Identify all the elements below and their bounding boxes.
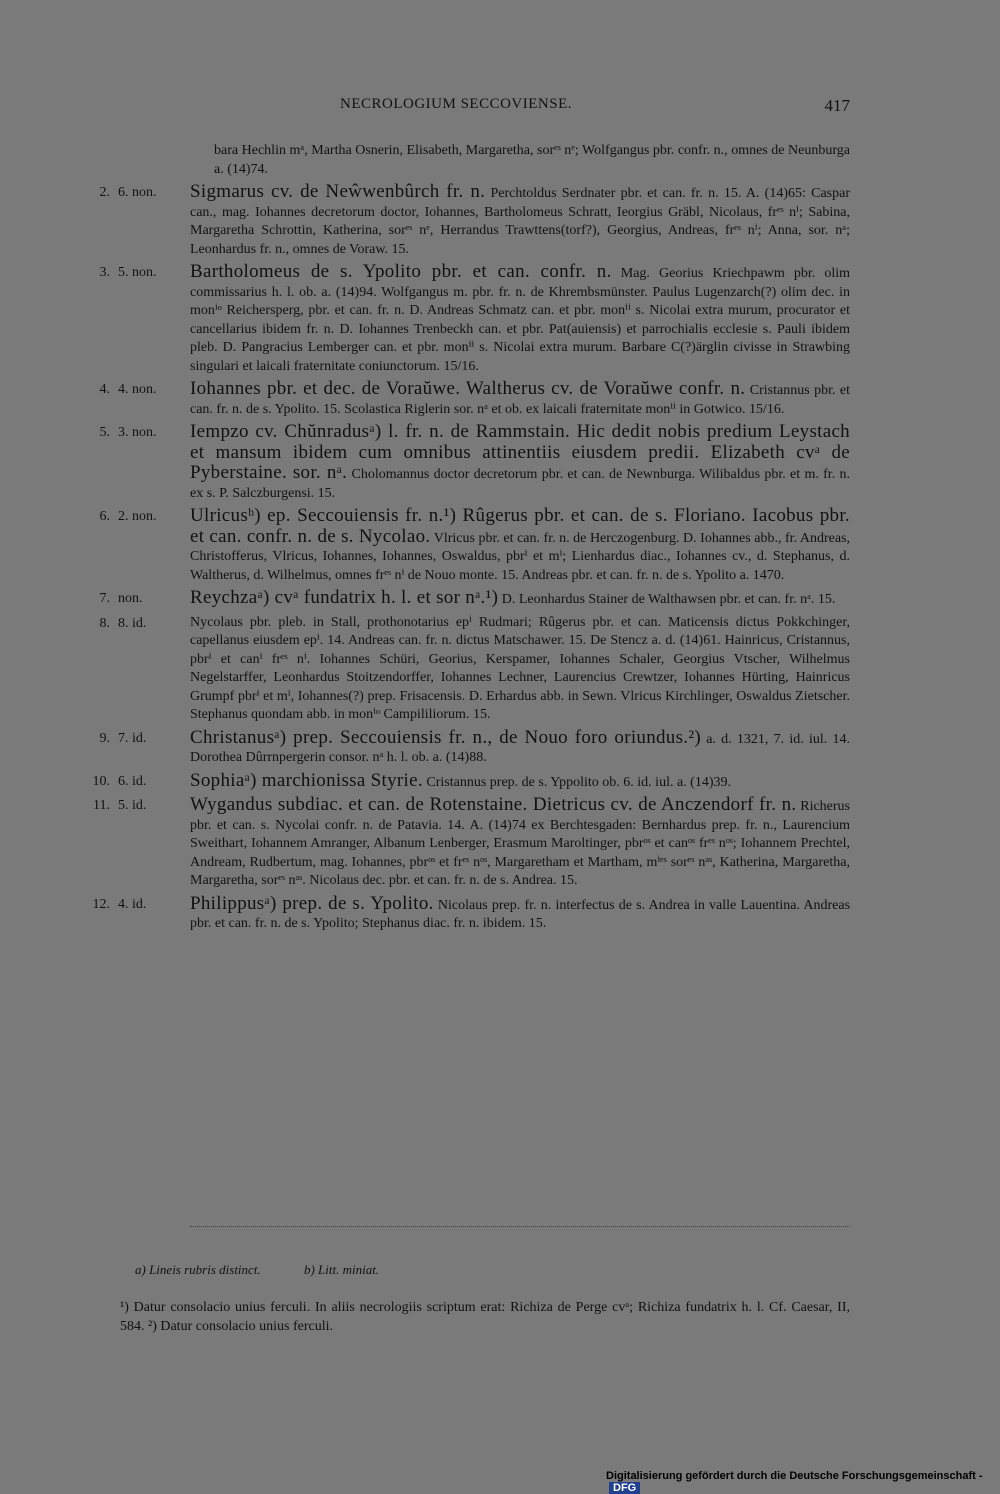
entry-date: 4. non. bbox=[118, 382, 157, 397]
footnotes-letter bbox=[135, 1262, 419, 1278]
footnote-b: b) Litt. miniat. bbox=[303, 1262, 380, 1277]
entry bbox=[0, 614, 1000, 725]
entry bbox=[0, 142, 1000, 179]
entry-number: 9. bbox=[99, 730, 110, 746]
entry bbox=[0, 892, 1000, 934]
entry bbox=[0, 589, 1000, 610]
entry-text: Perchtoldus Serdnater pbr. et can. fr. n. 15. A. (14)65: Caspar can., mag. Iohannes decretorum doctor, Iohannes, Bartholomeus Schratt, Ieorgius Gräbl, Nicolaus, frᵉˢ nⁱ; Sabina, Margaretha Schrottin, Katherina, sorᵉˢ nᵉ, Herrandus Trawttens(torf?), Georgius, Andreas, frᵉˢ nⁱ; Anna, sor. nᵃ; Leonhardus fr. n., omnes de Voraw. 15. bbox=[190, 186, 850, 257]
entry-date: 5. id. bbox=[118, 798, 147, 813]
entry-text: Richerus pbr. et can. s. Nycolai confr. n. de Patavia. 14. A. (14)74 ex Berchtesgaden: Bernhardus prep. fr. n., Laurencium Sweithart, Iohannem Amranger, Albanum Lenberger, Erasmum Maroltinger, pbrᵒˢ et canᵒˢ frᵉˢ nᵒˢ; Iohannem Prechtel, Andream, Rudbertum, mag. Iohannes, pbrᵒˢ et frᵉˢ nᵒˢ, Margaretham et Martham, mⁱᵉˢ sorᵉˢ nᵃˢ, Katherina, Margaretha, Margaretha, sorᵉˢ nᵃˢ. Nicolaus dec. pbr. et can. fr. n. de s. Andrea. 15. bbox=[190, 799, 850, 888]
footnotes-number: ¹) Datur consolacio unius ferculi. In aliis necrologiis scriptum erat: Richiza de Perge cvᵃ; Richiza fundatrix h. l. Cf. Caesar, II, 584. ²) Datur consolacio unius ferculi. bbox=[120, 1300, 850, 1334]
dfg-logo: DFG bbox=[609, 1482, 640, 1494]
entry-number: 6. bbox=[99, 509, 110, 524]
entry-text: Nycolaus pbr. pleb. in Stall, prothonotarius epⁱ Rudmari; Rûgerus pbr. et can. Maticensis dictus Pokkchinger, capellanus eiusdem epⁱ. 14. Andreas can. fr. n. dictus Matschawer. 15. De Stencz a. d. (14)61. Hainricus, Cristannus, pbrⁱ et canⁱ frᵉˢ nⁱ. Iohannes Schüri, Georius, Kerspamer, Iohannes Schaler, Georgius Vtscher, Wilhelmus Negelstarffer, Leonhardus Stoitzendorffer, Iohannes Lechner, Laurencius Crewtzer, Iohannes Hürting, Hainricus Grumpf pbrⁱ et mⁱ, Iohannes(?) prep. Frisacensis. D. Erhardus abb. in Sewn. Vlricus Kirchlinger, Oswaldus Zietscher. Stephanus quondam abb. in monⁱᵒ Campililiorum. 15. bbox=[190, 614, 850, 722]
entry-date: 3. non. bbox=[118, 425, 157, 440]
entry-lead: Sophiaᵃ) marchionissa Styrie. bbox=[190, 769, 423, 791]
entry-date: 8. id. bbox=[118, 615, 147, 631]
entry-lead: Sigmarus cv. de Neŵwenbûrch fr. n. bbox=[190, 181, 486, 202]
entry-date: 7. id. bbox=[118, 730, 147, 746]
entry-lead: Ulricusᵇ) ep. Seccouiensis fr. n.¹) Rûgerus pbr. et can. de s. Floriano. Iacobus pbr. et can. confr. n. de s. Nycolao. bbox=[190, 505, 850, 547]
entry-text: Cristannus pbr. et can. fr. n. de s. Ypolito. 15. Scolastica Riglerin sor. nᵃ et ob. ex laicali fraternitate monⁱⁱ in Gotwico. 15/16. bbox=[190, 383, 850, 417]
entry bbox=[0, 263, 1000, 376]
entry-text: Mag. Georius Kriechpawm pbr. olim commissarius h. l. ob. a. (14)94. Wolfgangus m. pbr. fr. n. de Khrembsmünster. Paulus Lugenzarch(?) olim dec. in monⁱᵒ Reichersperg, pbr. et can. fr. n. D. Andreas Schmatz can. et pbr. monⁱⁱ s. Nicolai extra murum, procurator et cancellarius ibidem fr. n. D. Iohannes Trenbeckh can. et pbr. Pat(auiensis) et parrochialis ecclesie s. Pauli ibidem pleb. D. Pangracius Lemberger can. et pbr. monⁱⁱ s. Nicolai extra murum. Barbare C(?)ärglin civisse in Strawbing singulari et laicali fraternitate coniunctorum. 15/16. bbox=[190, 266, 850, 374]
entry-number: 11. bbox=[93, 798, 110, 813]
entries bbox=[0, 142, 1000, 938]
page-number: 417 bbox=[824, 96, 850, 115]
entry bbox=[0, 423, 1000, 503]
entry-text: D. Leonhardus Stainer de Walthawsen pbr. et can. fr. nᵃ. 15. bbox=[501, 592, 836, 607]
entry-date: non. bbox=[118, 591, 143, 606]
entry-text: a. d. 1321, 7. id. iul. 14. Dorothea Dûrrnpergerin consor. nᵃ h. l. ob. a. (14)88. bbox=[190, 731, 850, 765]
credit-text: Digitalisierung gefördert durch die Deutsche Forschungsgemeinschaft - bbox=[606, 1470, 983, 1482]
entry-lead: Christanusᵃ) prep. Seccouiensis fr. n., de Nouo foro oriundus.²) bbox=[190, 726, 701, 748]
entry-number: 12. bbox=[92, 896, 110, 912]
entry-text: bara Hechlin mᵃ, Martha Osnerin, Elisabeth, Margaretha, sorᵉˢ nᵉ; Wolfgangus pbr. confr. n., omnes de Neunburga a. (14)74. bbox=[214, 143, 850, 177]
entry-date: 5. non. bbox=[118, 265, 157, 280]
entry-number: 5. bbox=[99, 425, 110, 440]
entry-date: 4. id. bbox=[118, 896, 147, 912]
running-title: NECROLOGIUM SECCOVIENSE. bbox=[340, 96, 573, 112]
entry-lead: Philippusᵃ) prep. de s. Ypolito. bbox=[190, 892, 434, 914]
digitization-credit bbox=[606, 1470, 1000, 1494]
entry-number: 10. bbox=[92, 773, 110, 789]
entry-lead: Wygandus subdiac. et can. de Rotenstaine. Dietricus cv. de Anczendorf fr. n. bbox=[190, 794, 797, 815]
footnote-a: a) Lineis rubris distinct. bbox=[135, 1262, 261, 1277]
entry-lead: Iohannes pbr. et dec. de Voraŭwe. Waltherus cv. de Voraŭwe confr. n. bbox=[190, 378, 746, 399]
entry-date: 6. non. bbox=[118, 185, 157, 200]
entry-number: 7. bbox=[99, 591, 110, 606]
entry bbox=[0, 726, 1000, 768]
entry-text: Vlricus pbr. et can. fr. n. de Herczogenburg. D. Iohannes abb., fr. Andreas, Christofferus, Vlricus, Iohannes, Iohannes, Oswaldus, pbrⁱ et mⁱ; Lienhardus diac., Iohannes cv., d. Stephanus, d. Waltherus, d. Wilhelmus, omnes frᵉˢ nⁱ de Nouo monte. 15. Andreas pbr. et can. fr. n. de s. Ypolito a. 1470. bbox=[190, 530, 850, 583]
entry-date: 2. non. bbox=[118, 509, 157, 524]
footnote-separator bbox=[190, 1226, 850, 1228]
entry-text: Nicolaus prep. fr. n. interfectus de s. Andrea in valle Lauentina. Andreas pbr. et can. fr. n. de s. Ypolito; Stephanus diac. fr. n. ibidem. 15. bbox=[190, 897, 851, 931]
entry bbox=[0, 507, 1000, 585]
entry-text: Cristannus prep. de s. Yppolito ob. 6. id. iul. a. (14)39. bbox=[426, 774, 731, 790]
entry bbox=[0, 796, 1000, 891]
entry bbox=[0, 183, 1000, 259]
entry-number: 8. bbox=[99, 615, 110, 631]
entry-number: 3. bbox=[99, 265, 110, 280]
entry-date: 6. id. bbox=[118, 773, 147, 789]
entry-text: Cholomannus doctor decretorum pbr. et can. de Newnburga. Wilibaldus pbr. et m. fr. n. ex s. P. Salczburgensi. 15. bbox=[190, 467, 850, 501]
entry-lead: Bartholomeus de s. Ypolito pbr. et can. confr. n. bbox=[190, 261, 612, 282]
entry bbox=[0, 380, 1000, 419]
entry bbox=[0, 769, 1000, 793]
page-header bbox=[190, 96, 850, 120]
entry-number: 2. bbox=[99, 185, 110, 200]
entry-number: 4. bbox=[99, 382, 110, 397]
entry-lead: Iempzo cv. Chŭnradusᵃ) l. fr. n. de Rammstain. Hic dedit nobis predium Leystach et mansum ibidem cum omnibus attinentiis eiusdem predii. Elizabeth cvᵃ de Pyberstaine. sor. nᵃ. bbox=[190, 421, 850, 483]
entry-lead: Reychzaᵃ) cvᵃ fundatrix h. l. et sor nᵃ.¹) bbox=[190, 587, 499, 608]
